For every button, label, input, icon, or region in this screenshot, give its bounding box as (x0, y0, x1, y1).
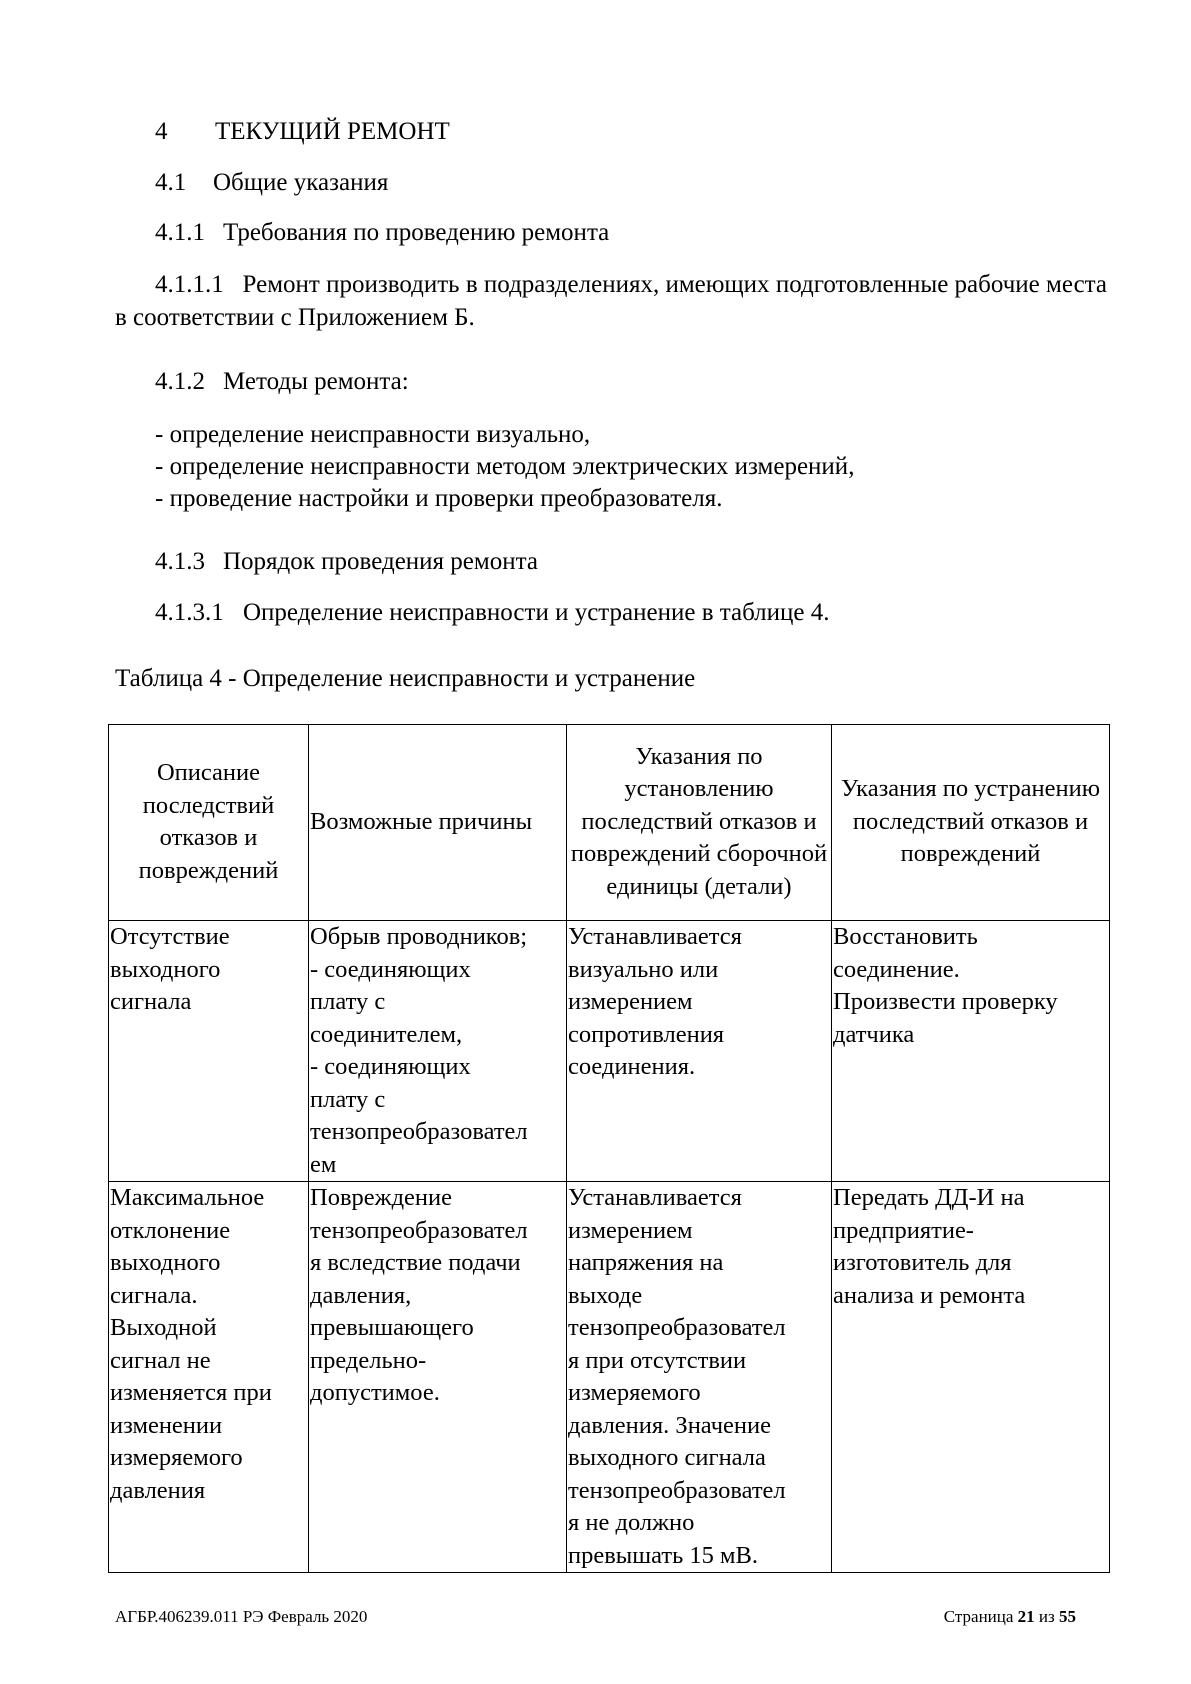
methods-list-item: - проведение настройки и проверки преобразователя. (155, 485, 723, 512)
section-4-heading (155, 117, 450, 147)
table-cell-remedy: Восстановить соединение. Произвести проверку датчика (832, 921, 1110, 1182)
footer-page-number (944, 1607, 1076, 1627)
table-cell-causes: Обрыв проводников; - соединяющих плату с соединителем, - соединяющих плату с тензопреобразовател ем (309, 921, 567, 1182)
page-current: 21 (1017, 1607, 1035, 1626)
section-4-1-heading (155, 168, 388, 198)
table-header-row (109, 725, 1110, 921)
page-total: 55 (1059, 1607, 1076, 1626)
table-cell-description: Отсутствие выходного сигнала (109, 921, 309, 1182)
section-4-1-2-heading (155, 367, 409, 397)
page-separator: из (1038, 1607, 1055, 1626)
section-number: 4.1 (155, 169, 187, 196)
table-row (109, 1182, 1110, 1573)
column-header-description: Описание последствий отказов и повреждений (109, 725, 309, 921)
table-cell-description: Максимальное отклонение выходного сигнала. Выходной сигнал не изменяется при изменении измеряемого давления (109, 1182, 309, 1573)
section-title: Методы ремонта: (223, 368, 409, 395)
methods-list-item: - определение неисправности методом электрических измерений, (155, 453, 855, 480)
section-4-1-1-heading (155, 218, 609, 248)
section-number: 4.1.3 (155, 548, 205, 575)
faults-table (108, 724, 1110, 1573)
column-header-causes: Возможные причины (309, 725, 567, 921)
paragraph-4-1-1-1 (115, 268, 1107, 334)
table-cell-causes: Повреждение тензопреобразовател я вследствие подачи давления, превышающего предельно- допустимое. (309, 1182, 567, 1573)
section-number: 4.1.1 (155, 219, 205, 246)
paragraph-text: Определение неисправности и устранение в таблице 4. (243, 599, 830, 626)
table-cell-remedy: Передать ДД-И на предприятие- изготовитель для анализа и ремонта (832, 1182, 1110, 1573)
column-header-diagnosis: Указания по установлению последствий отказов и повреждений сборочной единицы (детали) (567, 725, 832, 921)
methods-list-item: - определение неисправности визуально, (155, 421, 591, 448)
section-4-1-3-heading (155, 547, 538, 577)
table-row (109, 921, 1110, 1182)
section-title: Порядок проведения ремонта (223, 548, 538, 575)
paragraph-4-1-3-1 (155, 598, 830, 628)
table-cell-diagnosis: Устанавливается измерением напряжения на выходе тензопреобразовател я при отсутствии измеряемого давления. Значение выходного сигнала тензопреобразовател я не должно превышать 15 мВ. (567, 1182, 832, 1573)
page-prefix: Страница (943, 1607, 1014, 1626)
section-number: 4.1.2 (155, 368, 205, 395)
paragraph-text: Ремонт производить в подразделениях, имеющих подготовленные рабочие места в соответствии с Приложением Б. (115, 271, 1108, 331)
section-title: Общие указания (213, 169, 389, 196)
paragraph-number: 4.1.1.1 (155, 271, 224, 298)
table-cell-diagnosis: Устанавливается визуально или измерением сопротивления соединения. (567, 921, 832, 1182)
section-title: Требования по проведению ремонта (223, 219, 610, 246)
footer-doc-code: АГБР.406239.011 РЭ Февраль 2020 (115, 1607, 368, 1626)
section-title: ТЕКУЩИЙ РЕМОНТ (215, 118, 450, 145)
paragraph-number: 4.1.3.1 (155, 599, 224, 626)
column-header-remedy: Указания по устранению последствий отказов и повреждений (832, 725, 1110, 921)
section-number: 4 (155, 118, 168, 145)
table-caption: Таблица 4 - Определение неисправности и устранение (115, 665, 696, 692)
